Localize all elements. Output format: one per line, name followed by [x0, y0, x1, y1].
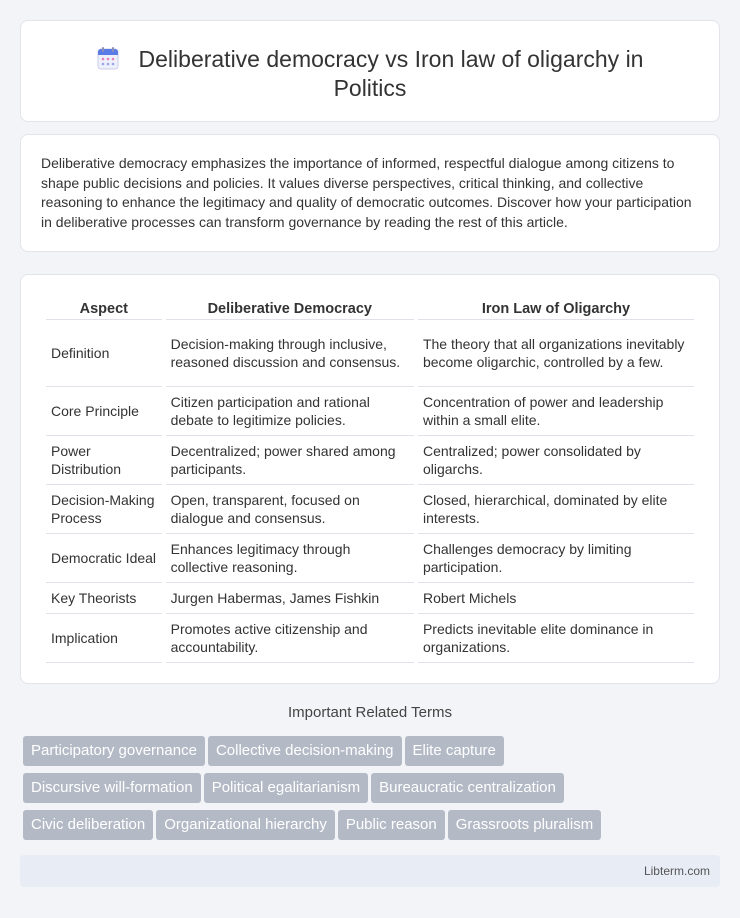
cell-deliberative: Decentralized; power shared among participants.	[166, 436, 414, 485]
tag-row	[23, 810, 723, 847]
tag-collective-decision-making[interactable]: Collective decision-making	[208, 736, 402, 766]
calendar-icon	[97, 46, 119, 70]
cell-deliberative: Citizen participation and rational debate to legitimize policies.	[166, 387, 414, 436]
tag-discursive-will-formation[interactable]: Discursive will-formation	[23, 773, 201, 803]
tag-organizational-hierarchy[interactable]: Organizational hierarchy	[156, 810, 335, 840]
table-row	[46, 583, 694, 614]
intro-card	[20, 134, 720, 252]
page-title: Deliberative democracy vs Iron law of oligarchy in Politics	[138, 46, 644, 101]
cell-deliberative: Promotes active citizenship and accountability.	[166, 614, 414, 663]
cell-oligarchy: Challenges democracy by limiting participation.	[418, 534, 694, 583]
cell-oligarchy: Concentration of power and leadership within a small elite.	[418, 387, 694, 436]
table-row	[46, 436, 694, 485]
tag-bureaucratic-centralization[interactable]: Bureaucratic centralization	[371, 773, 564, 803]
tag-row	[23, 736, 723, 773]
tag-participatory-governance[interactable]: Participatory governance	[23, 736, 205, 766]
tag-public-reason[interactable]: Public reason	[338, 810, 445, 840]
tag-elite-capture[interactable]: Elite capture	[405, 736, 504, 766]
header-iron-law-of-oligarchy: Iron Law of Oligarchy	[418, 295, 694, 320]
cell-aspect: Implication	[46, 614, 162, 663]
table-header-row	[46, 295, 694, 320]
intro-paragraph: Deliberative democracy emphasizes the importance of informed, respectful dialogue among citizens to shape public decisions and policies. It values diverse perspectives, critical thinking, and collective reasoning to enhance the legitimacy and quality of democratic outcomes. Discover how your participation in deliberative processes can transform governance by reading the rest of this article.	[41, 155, 692, 230]
cell-deliberative: Jurgen Habermas, James Fishkin	[166, 583, 414, 614]
cell-aspect: Power Distribution	[46, 436, 162, 485]
cell-oligarchy: Robert Michels	[418, 583, 694, 614]
table-row	[46, 320, 694, 387]
header-deliberative-democracy: Deliberative Democracy	[166, 295, 414, 320]
cell-deliberative: Decision-making through inclusive, reasoned discussion and consensus.	[166, 320, 414, 387]
cell-aspect: Key Theorists	[46, 583, 162, 614]
cell-oligarchy: The theory that all organizations inevitably become oligarchic, controlled by a few.	[418, 320, 694, 387]
title-container	[61, 45, 679, 103]
cell-deliberative: Open, transparent, focused on dialogue and consensus.	[166, 485, 414, 534]
cell-aspect: Definition	[46, 320, 162, 387]
related-terms-title: Important Related Terms	[288, 704, 452, 721]
header-aspect: Aspect	[46, 295, 162, 320]
comparison-card	[20, 274, 720, 684]
cell-oligarchy: Predicts inevitable elite dominance in organizations.	[418, 614, 694, 663]
cell-aspect: Democratic Ideal	[46, 534, 162, 583]
title-card	[20, 20, 720, 122]
cell-deliberative: Enhances legitimacy through collective reasoning.	[166, 534, 414, 583]
tag-political-egalitarianism[interactable]: Political egalitarianism	[204, 773, 368, 803]
tag-grassroots-pluralism[interactable]: Grassroots pluralism	[448, 810, 602, 840]
cell-aspect: Core Principle	[46, 387, 162, 436]
footer	[20, 855, 720, 887]
comparison-table	[42, 295, 698, 663]
tag-civic-deliberation[interactable]: Civic deliberation	[23, 810, 153, 840]
cell-oligarchy: Closed, hierarchical, dominated by elite interests.	[418, 485, 694, 534]
cell-oligarchy: Centralized; power consolidated by oligarchs.	[418, 436, 694, 485]
footer-site-link[interactable]: Libterm.com	[643, 864, 710, 878]
table-row	[46, 387, 694, 436]
cell-aspect: Decision-Making Process	[46, 485, 162, 534]
table-row	[46, 534, 694, 583]
table-row	[46, 485, 694, 534]
tag-row	[23, 773, 723, 810]
table-row	[46, 614, 694, 663]
related-terms-list	[23, 736, 723, 847]
